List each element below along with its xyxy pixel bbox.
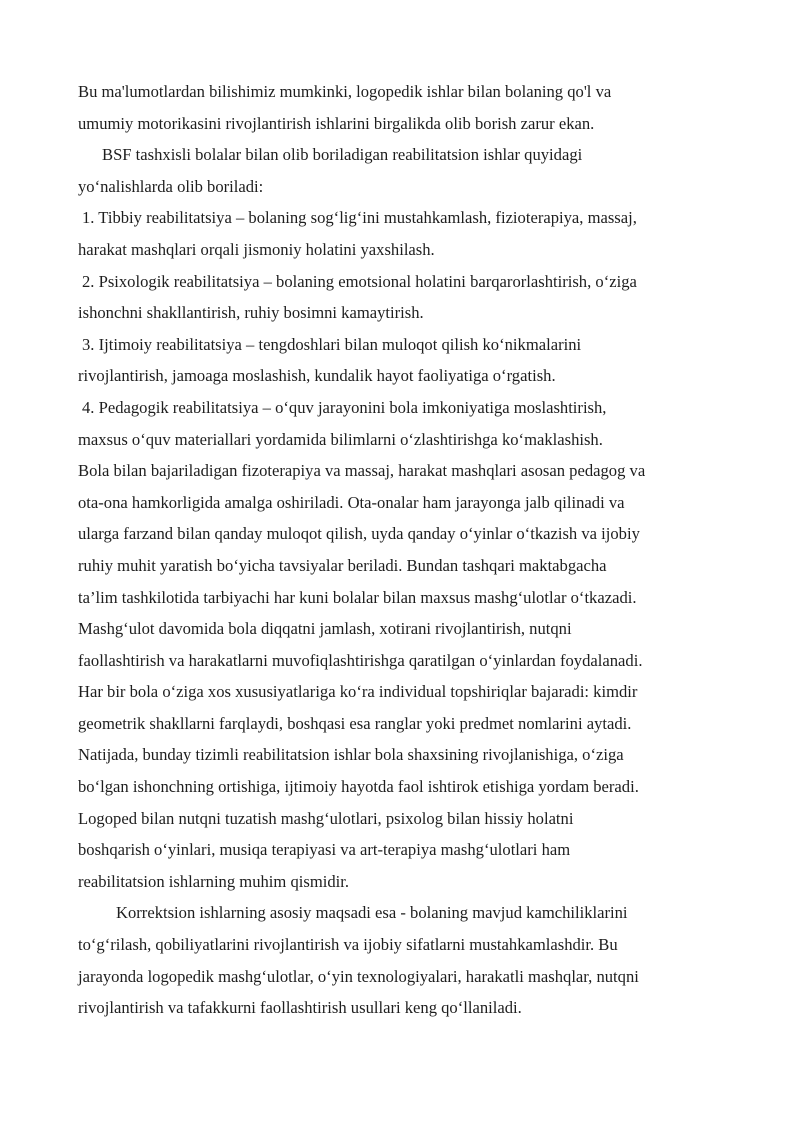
paragraph-4-line-4: rivojlantirish va tafakkurni faollashtirish usullari keng qo‘llaniladi. (78, 998, 522, 1018)
paragraph-3-line-4: ruhiy muhit yaratish bo‘yicha tavsiyalar beriladi. Bundan tashqari maktabgacha (78, 555, 607, 575)
list-item-2-line-2: ishonchni shakllantirish, ruhiy bosimni kamaytirish. (78, 303, 424, 323)
paragraph-3-line-14: reabilitatsion ishlarning muhim qismidir. (78, 871, 350, 891)
paragraph-3-line-11: bo‘lgan ishonchning ortishiga, ijtimoiy hayotda faol ishtirok etishiga yordam beradi. (78, 777, 639, 797)
list-item-2-line-1: 2. Psixologik reabilitatsiya – bolaning emotsional holatini barqarorlashtirish, o‘ziga (82, 271, 637, 291)
paragraph-1-line-2: umumiy motorikasini rivojlantirish ishlarini birgalikda olib borish zarur ekan. (78, 113, 595, 133)
paragraph-3-line-12: Logoped bilan nutqni tuzatish mashg‘ulotlari, psixolog bilan hissiy holatni (78, 808, 574, 828)
paragraph-4-line-1: Korrektsion ishlarning asosiy maqsadi esa - bolaning mavjud kamchiliklarini (116, 903, 628, 923)
list-item-1-line-1: 1. Tibbiy reabilitatsiya – bolaning sog‘lig‘ini mustahkamlash, fizioterapiya, massaj, (82, 208, 637, 228)
document-page (78, 76, 728, 1024)
paragraph-3-line-9: geometrik shakllarni farqlaydi, boshqasi esa ranglar yoki predmet nomlarini aytadi. (78, 713, 632, 733)
paragraph-3-line-3: ularga farzand bilan qanday muloqot qilish, uyda qanday o‘yinlar o‘tkazish va ijobiy (78, 524, 640, 544)
paragraph-4-line-2: to‘g‘rilash, qobiliyatlarini rivojlantirish va ijobiy sifatlarni mustahkamlashdir. Bu (78, 935, 618, 955)
paragraph-3-line-2: ota-ona hamkorligida amalga oshiriladi. Ota-onalar ham jarayonga jalb qilinadi va (78, 492, 625, 512)
paragraph-3-line-7: faollashtirish va harakatlarni muvofiqlashtirishga qaratilgan o‘yinlardan foydalanadi. (78, 650, 643, 670)
paragraph-3-line-5: ta’lim tashkilotida tarbiyachi har kuni bolalar bilan maxsus mashg‘ulotlar o‘tkazadi. (78, 587, 637, 607)
list-item-3-line-2: rivojlantirish, jamoaga moslashish, kundalik hayot faoliyatiga o‘rgatish. (78, 366, 556, 386)
paragraph-1-line-1: Bu ma'lumotlardan bilishimiz mumkinki, logopedik ishlar bilan bolaning qo'l va (78, 82, 612, 101)
paragraph-2-line-2: yo‘nalishlarda olib boriladi: (78, 176, 264, 196)
paragraph-3-line-13: boshqarish o‘yinlari, musiqa terapiyasi va art-terapiya mashg‘ulotlari ham (78, 840, 571, 860)
list-item-4-line-2: maxsus o‘quv materiallari yordamida bilimlarni o‘zlashtirishga ko‘maklashish. (78, 429, 603, 449)
paragraph-3-line-1: Bola bilan bajariladigan fizoterapiya va massaj, harakat mashqlari asosan pedagog va (78, 461, 646, 481)
paragraph-2-line-1: BSF tashxisli bolalar bilan olib boriladigan reabilitatsion ishlar quyidagi (102, 145, 583, 165)
paragraph-3-line-8: Har bir bola o‘ziga xos xususiyatlariga ko‘ra individual topshiriqlar bajaradi: kimdir (78, 682, 638, 702)
paragraph-4-line-3: jarayonda logopedik mashg‘ulotlar, o‘yin texnologiyalari, harakatli mashqlar, nutqni (78, 966, 639, 986)
paragraph-3-line-10: Natijada, bunday tizimli reabilitatsion ishlar bola shaxsining rivojlanishiga, o‘ziga (78, 745, 624, 765)
paragraph-3-line-6: Mashg‘ulot davomida bola diqqatni jamlash, xotirani rivojlantirish, nutqni (78, 619, 572, 639)
list-item-4-line-1: 4. Pedagogik reabilitatsiya – o‘quv jarayonini bola imkoniyatiga moslashtirish, (82, 397, 607, 417)
list-item-1-line-2: harakat mashqlari orqali jismoniy holatini yaxshilash. (78, 239, 435, 259)
list-item-3-line-1: 3. Ijtimoiy reabilitatsiya – tengdoshlari bilan muloqot qilish ko‘nikmalarini (82, 334, 582, 354)
